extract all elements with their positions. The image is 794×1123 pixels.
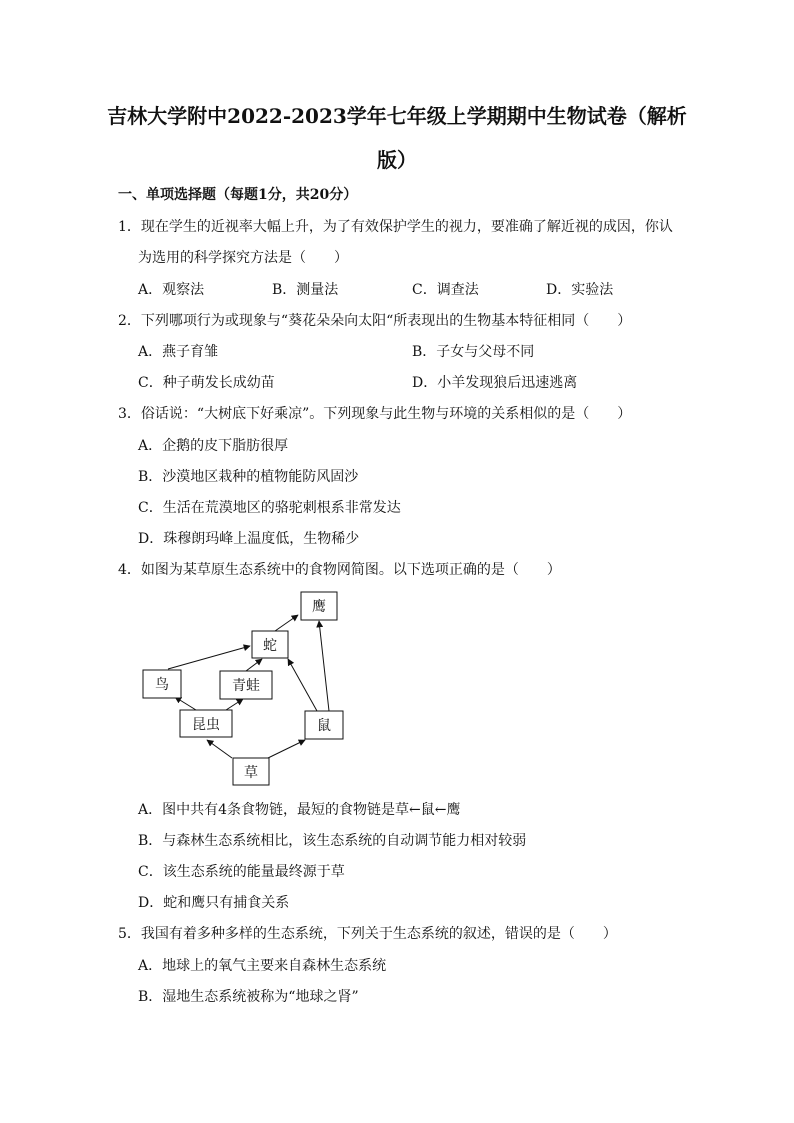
node-snake-label: 蛇	[263, 638, 277, 654]
q3-option-b: B．沙漠地区栽种的植物能防风固沙	[138, 469, 359, 485]
q3-option-d: D．珠穆朗玛峰上温度低，生物稀少	[138, 531, 360, 547]
section-heading: 一、单项选择题（每题1分，共20分）	[118, 187, 358, 203]
q1-stem-line1: 1．现在学生的近视率大幅上升，为了有效保护学生的视力，要准确了解近视的成因，你认	[118, 219, 673, 235]
node-hawk-label: 鹰	[312, 599, 326, 615]
node-bird-label: 鸟	[155, 677, 169, 693]
arrow-grass-insect	[207, 740, 232, 758]
q1-stem-line2: 为选用的科学探究方法是（ ）	[138, 250, 348, 266]
q3-option-c: C．生活在荒漠地区的骆驼刺根系非常发达	[138, 500, 401, 516]
page-title-line2: 版）	[377, 148, 417, 172]
q5-option-b: B．湿地生态系统被称为“地球之肾”	[138, 989, 359, 1005]
arrow-snake-hawk	[275, 615, 298, 631]
arrow-insect-bird	[175, 697, 196, 710]
q2-option-a: A．燕子育雏	[138, 344, 219, 360]
q1-option-b: B．测量法	[272, 282, 339, 298]
q2-stem: 2．下列哪项行为或现象与“葵花朵朵向太阳“所表现出的生物基本特征相同（ ）	[118, 313, 632, 329]
q1-option-a: A．观察法	[138, 282, 205, 298]
node-frog-label: 青蛙	[232, 678, 260, 694]
arrow-mouse-hawk	[319, 621, 329, 711]
q4-option-d: D．蛇和鹰只有捕食关系	[138, 895, 290, 911]
q2-option-d: D．小羊发现狼后迅速逃离	[412, 375, 578, 391]
arrow-frog-snake	[246, 659, 262, 671]
arrow-insect-frog	[226, 699, 243, 710]
q5-option-a: A．地球上的氧气主要来自森林生态系统	[138, 958, 387, 974]
node-grass-label: 草	[244, 765, 258, 781]
node-insect-label: 昆虫	[192, 717, 220, 733]
page-title-line1: 吉林大学附中2022-2023学年七年级上学期期中生物试卷（解析	[107, 104, 687, 128]
q4-option-c: C．该生态系统的能量最终源于草	[138, 864, 345, 880]
arrow-mouse-snake	[288, 659, 317, 711]
arrow-bird-snake	[168, 646, 250, 669]
arrow-grass-mouse	[268, 740, 305, 758]
node-mouse-label: 鼠	[317, 718, 331, 734]
q4-stem: 4．如图为某草原生态系统中的食物网简图。以下选项正确的是（ ）	[118, 562, 561, 578]
q4-option-b: B．与森林生态系统相比，该生态系统的自动调节能力相对较弱	[138, 833, 527, 849]
q2-option-b: B．子女与父母不同	[412, 344, 535, 360]
q1-option-c: C．调查法	[412, 282, 479, 298]
q4-option-a: A．图中共有4条食物链，最短的食物链是草←鼠←鹰	[138, 802, 461, 818]
q5-stem: 5．我国有着多种多样的生态系统，下列关于生态系统的叙述，错误的是（ ）	[118, 926, 617, 942]
q3-stem: 3．俗话说：“大树底下好乘凉”。下列现象与此生物与环境的关系相似的是（ ）	[118, 406, 632, 422]
q2-option-c: C．种子萌发长成幼苗	[138, 375, 275, 391]
q3-option-a: A．企鹅的皮下脂肪很厚	[138, 438, 289, 454]
q1-option-d: D．实验法	[546, 282, 614, 298]
